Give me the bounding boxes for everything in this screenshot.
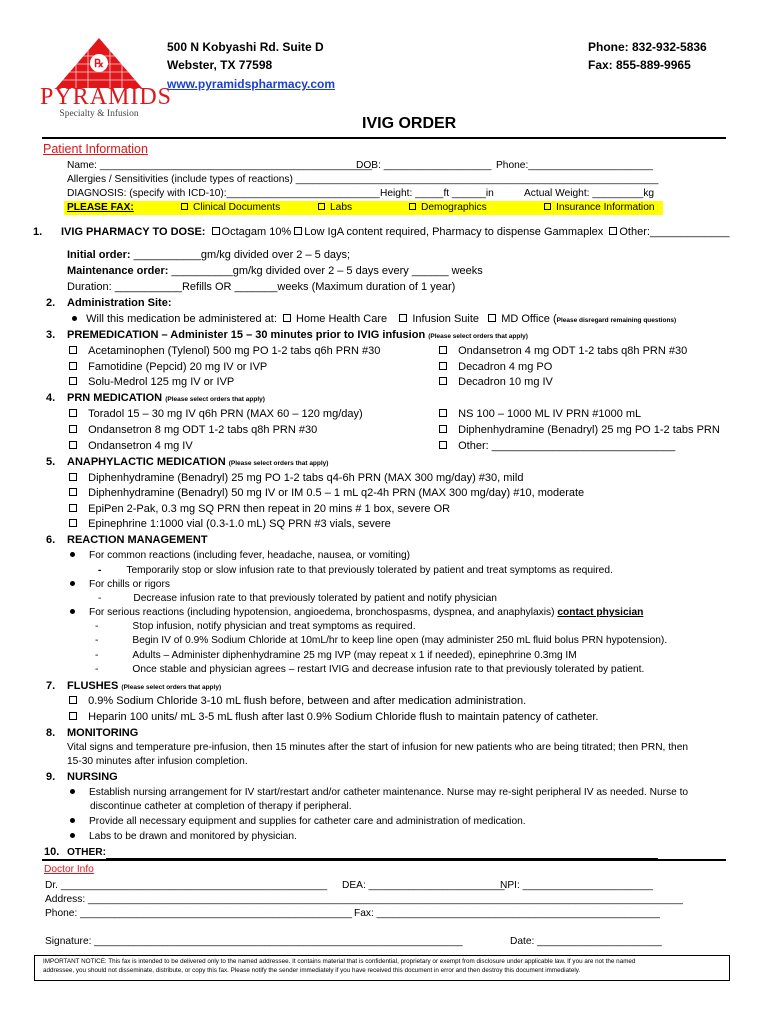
- checkbox-icon: [69, 362, 77, 370]
- nursing-item: Establish nursing arrangement for IV start/restart and/or catheter maintenance. Nurse may re-sight peripheral IV as needed. Nurse to: [70, 787, 688, 798]
- dea-field[interactable]: DEA: ________________________: [342, 880, 505, 891]
- prn-diphenhydramine[interactable]: Diphenhydramine (Benadryl) 25 mg PO 1-2 tabs PRN: [439, 424, 720, 436]
- page-title: IVIG ORDER: [362, 115, 457, 132]
- low-iga-checkbox[interactable]: [294, 227, 302, 235]
- checkbox-icon: [69, 519, 77, 527]
- premed-solu-medrol[interactable]: Solu-Medrol 125 mg IV or IVP: [69, 376, 234, 388]
- other-product-checkbox[interactable]: [609, 227, 617, 235]
- fax-clinical-documents[interactable]: Clinical Documents: [181, 202, 280, 213]
- administration-site-options: Will this medication be administered at: Home Health Care Infusion Suite MD Office (Please disregard remaining questions): [72, 313, 676, 325]
- monitoring-text-2: 15-30 minutes after infusion completion.: [67, 756, 248, 767]
- checkbox-icon: [69, 346, 77, 354]
- checkbox-icon: [69, 504, 77, 512]
- website-link[interactable]: www.pyramidspharmacy.com: [167, 77, 336, 91]
- anaphylactic-item[interactable]: Diphenhydramine (Benadryl) 50 mg IV or IM 0.5 – 1 mL q2-4h PRN (MAX 300 mg/day) #10, moderate: [69, 487, 584, 499]
- checkbox-icon: [69, 425, 77, 433]
- flushes-heading: FLUSHES (Please select orders that apply): [67, 680, 222, 692]
- common-reactions-action: - Temporarily stop or slow infusion rate to that previously tolerated by patient and treat symptoms as required.: [98, 565, 613, 576]
- date-field[interactable]: Date: ______________________: [510, 936, 662, 947]
- octagam-label: Octagam 10%: [221, 226, 292, 238]
- fax-number: Fax: 855-889-9965: [588, 58, 691, 72]
- section-6-number: 6.: [46, 534, 56, 546]
- section-9-number: 9.: [46, 771, 56, 783]
- home-health-checkbox[interactable]: [283, 314, 291, 322]
- premedication-heading: PREMEDICATION – Administer 15 – 30 minutes prior to IVIG infusion (Please select orders that apply): [67, 329, 528, 341]
- nursing-item: Provide all necessary equipment and supplies for catheter care and administration of medication.: [70, 816, 526, 827]
- md-office-checkbox[interactable]: [488, 314, 496, 322]
- phone-number: Phone: 832-932-5836: [588, 40, 707, 54]
- serious-action: - Once stable and physician agrees – restart IVIG and decrease infusion rate to that previously tolerated by patient.: [95, 664, 645, 675]
- section-8-number: 8.: [46, 727, 56, 739]
- reaction-management-heading: REACTION MANAGEMENT: [67, 534, 208, 546]
- serious-action: - Stop infusion, notify physician and treat symptoms as required.: [95, 621, 416, 632]
- checkbox-icon: [69, 712, 77, 720]
- checkbox-icon: [439, 409, 447, 417]
- section-3-number: 3.: [46, 329, 56, 341]
- prn-ondansetron-4[interactable]: Ondansetron 4 mg IV: [69, 440, 193, 452]
- bullet-icon: [72, 316, 77, 321]
- npi-field[interactable]: NPI: _______________________: [500, 880, 653, 891]
- anaphylactic-item[interactable]: Epinephrine 1:1000 vial (0.3-1.0 mL) SQ PRN #3 vials, severe: [69, 518, 391, 530]
- checkbox-icon[interactable]: [544, 203, 551, 210]
- patient-name-field[interactable]: Name: ________________________________________________: [67, 160, 372, 171]
- checkbox-icon: [439, 362, 447, 370]
- flush-heparin[interactable]: Heparin 100 units/ mL 3-5 mL flush after last 0.9% Sodium Chloride flush to maintain patency of catheter.: [69, 711, 598, 723]
- doctor-name-field[interactable]: Dr. _______________________________________________: [45, 880, 328, 891]
- initial-order-line[interactable]: Initial order: ___________gm/kg divided over 2 – 5 days;: [67, 249, 351, 261]
- signature-field[interactable]: Signature: _________________________________________________________________: [45, 936, 463, 947]
- section-divider: [42, 859, 726, 861]
- anaphylactic-item[interactable]: EpiPen 2-Pak, 0.3 mg SQ PRN then repeat in 20 mins # 1 box, severe OR: [69, 503, 450, 515]
- weight-field[interactable]: Actual Weight: _________kg: [524, 188, 655, 199]
- premed-acetaminophen[interactable]: Acetaminophen (Tylenol) 500 mg PO 1-2 tabs q6h PRN #30: [69, 345, 380, 357]
- checkbox-icon: [439, 441, 447, 449]
- prn-ondansetron-8[interactable]: Ondansetron 8 mg ODT 1-2 tabs q8h PRN #30: [69, 424, 317, 436]
- diagnosis-field[interactable]: DIAGNOSIS: (specify with ICD-10):___________________________: [67, 188, 380, 199]
- premed-ondansetron[interactable]: Ondansetron 4 mg ODT 1-2 tabs q8h PRN #30: [439, 345, 687, 357]
- maintenance-order-line[interactable]: Maintenance order: __________gm/kg divided over 2 – 5 days every ______ weeks: [67, 265, 483, 277]
- logo-name: PYRAMIDS: [40, 84, 173, 110]
- section-5-number: 5.: [46, 456, 56, 468]
- checkbox-icon[interactable]: [409, 203, 416, 210]
- flush-saline[interactable]: 0.9% Sodium Chloride 3-10 mL flush before, between and after medication administration.: [69, 695, 526, 707]
- prn-medication-heading: PRN MEDICATION (Please select orders that apply): [67, 392, 265, 404]
- doctor-info-heading: Doctor Info: [44, 864, 94, 875]
- checkbox-icon: [439, 346, 447, 354]
- address-line1: 500 N Kobyashi Rd. Suite D: [167, 40, 324, 54]
- section-10-number: 10.: [44, 846, 60, 858]
- notice-line-2: addressee, you should not disseminate, distribute, or copy this fax. Please notify the sender immediately if you have received this document in error and then destroy this document immediately.: [43, 967, 581, 974]
- serious-reactions: For serious reactions (including hypotension, angioedema, bronchospasms, dyspnea, and anaphylaxis) contact physician: [70, 607, 643, 618]
- checkbox-icon[interactable]: [318, 203, 325, 210]
- doctor-fax-field[interactable]: Fax: __________________________________________________: [354, 908, 660, 919]
- checkbox-icon: [69, 696, 77, 704]
- chills-rigors: For chills or rigors: [70, 579, 170, 590]
- doctor-address-field[interactable]: Address: _________________________________________________________________________________________________________: [45, 894, 683, 905]
- fax-insurance-information[interactable]: Insurance Information: [544, 202, 655, 213]
- notice-line-1: IMPORTANT NOTICE: This fax is intended to be delivered only to the named addressee. It contains material that is confidential, proprietary or exempt from disclosure under applicable law. If you are not the named: [43, 958, 636, 965]
- section-2-number: 2.: [46, 297, 56, 309]
- svg-text:℞: ℞: [94, 58, 104, 70]
- fax-demographics[interactable]: Demographics: [409, 202, 487, 213]
- checkbox-icon: [439, 425, 447, 433]
- please-fax-label: PLEASE FAX:: [67, 202, 134, 213]
- other-product-field: Other:_____________: [619, 226, 730, 238]
- other-label: OTHER:: [67, 847, 107, 858]
- serious-action: - Begin IV of 0.9% Sodium Chloride at 10mL/hr to keep line open (may administer 250 mL fluid bolus PRN hypotension).: [95, 635, 668, 646]
- ivig-dose-line: IVIG PHARMACY TO DOSE: Octagam 10% Low IgA content required, Pharmacy to dispense Gammaplex Other:_____________: [61, 226, 730, 238]
- common-reactions: For common reactions (including fever, headache, nausea, or vomiting): [70, 550, 410, 561]
- section-7-number: 7.: [46, 680, 56, 692]
- checkbox-icon: [439, 377, 447, 385]
- nursing-heading: NURSING: [67, 771, 118, 783]
- doctor-phone-field[interactable]: Phone: ________________________________________________: [45, 908, 353, 919]
- prn-other[interactable]: Other: ______________________________: [439, 440, 675, 452]
- anaphylactic-heading: ANAPHYLACTIC MEDICATION (Please select orders that apply): [67, 456, 329, 468]
- serious-action: - Adults – Administer diphenhydramine 25 mg IVP (may repeat x 1 if needed), epinephrine 0.3mg IM: [95, 650, 577, 661]
- chills-action: - Decrease infusion rate to that previously tolerated by patient and notify physician: [98, 593, 497, 604]
- premed-decadron-4[interactable]: Decadron 4 mg PO: [439, 361, 552, 373]
- checkbox-icon[interactable]: [181, 203, 188, 210]
- patient-info-heading: Patient Information: [43, 142, 148, 156]
- infusion-suite-checkbox[interactable]: [399, 314, 407, 322]
- address-line2: Webster, TX 77598: [167, 58, 273, 72]
- checkbox-icon: [69, 377, 77, 385]
- logo-subtitle: Specialty & Infusion: [59, 109, 139, 119]
- fax-labs[interactable]: Labs: [318, 202, 352, 213]
- nursing-item: Labs to be drawn and monitored by physician.: [70, 831, 297, 842]
- anaphylactic-item[interactable]: Diphenhydramine (Benadryl) 25 mg PO 1-2 tabs q4-6h PRN (MAX 300 mg/day) #30, mild: [69, 472, 523, 484]
- checkbox-icon: [69, 488, 77, 496]
- duration-line[interactable]: Duration: ___________Refills OR _______weeks (Maximum duration of 1 year): [67, 281, 456, 293]
- nursing-item-cont: discontinue catheter at completion of therapy if peripheral.: [90, 801, 352, 812]
- monitoring-heading: MONITORING: [67, 727, 139, 739]
- section-4-number: 4.: [46, 392, 56, 404]
- checkbox-icon: [69, 441, 77, 449]
- low-iga-label: Low IgA content required, Pharmacy to dispense Gammaplex: [304, 226, 604, 238]
- checkbox-icon: [69, 409, 77, 417]
- checkbox-icon: [69, 473, 77, 481]
- octagam-checkbox[interactable]: [212, 227, 220, 235]
- premed-decadron-10[interactable]: Decadron 10 mg IV: [439, 376, 553, 388]
- patient-phone-field[interactable]: Phone:______________________: [496, 160, 653, 171]
- pyramids-logo: [40, 36, 173, 122]
- prn-toradol[interactable]: Toradol 15 – 30 mg IV q6h PRN (MAX 60 – 120 mg/day): [69, 408, 363, 420]
- height-field[interactable]: Height: _____ft ______in: [380, 188, 494, 199]
- allergies-field[interactable]: Allergies / Sensitivities (include types of reactions) ________________________________________________________________: [67, 174, 659, 185]
- administration-site-label: Administration Site:: [67, 297, 172, 309]
- premed-famotidine[interactable]: Famotidine (Pepcid) 20 mg IV or IVP: [69, 361, 267, 373]
- contact-physician-label: contact physician: [557, 607, 644, 618]
- monitoring-text: Vital signs and temperature pre-infusion, then 15 minutes after the start of infusion for new patients who are being titrated; then PRN, then: [67, 742, 689, 753]
- patient-dob-field[interactable]: DOB: ___________________: [356, 160, 492, 171]
- title-divider: [42, 137, 726, 139]
- section-1-number: 1.: [33, 226, 43, 238]
- prn-ns[interactable]: NS 100 – 1000 ML IV PRN #1000 mL: [439, 408, 641, 420]
